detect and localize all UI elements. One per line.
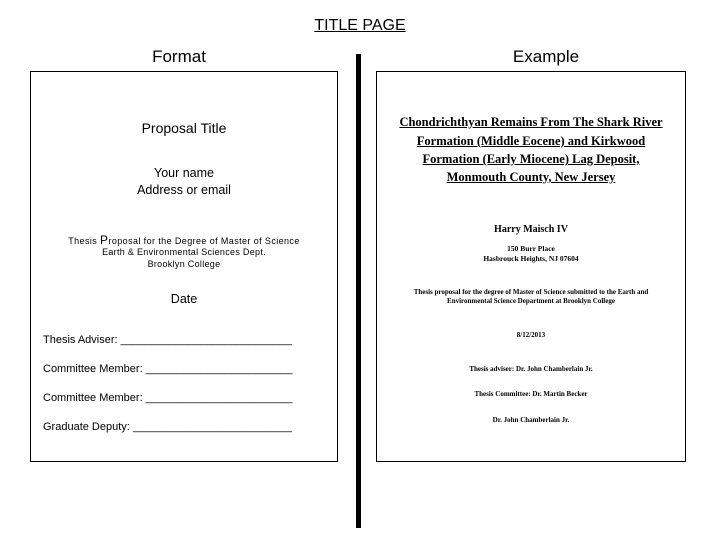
format-proposal-degree — [31, 233, 337, 247]
example-proposal-line-2: Environmental Science Department at Brooklyn College — [447, 297, 615, 305]
example-title-line-1: Chondrichthyan Remains From The Shark River — [399, 115, 663, 129]
example-address-line-1: 150 Burr Place — [507, 244, 555, 253]
signature-line-committee-member-1: Committee Member: ________________________ — [43, 363, 293, 375]
example-thesis-committee: Thesis Committee: Dr. Martin Becker — [474, 390, 588, 398]
example-title-line-3: Formation (Early Miocene) Lag Deposit, — [422, 152, 640, 166]
vertical-divider — [356, 54, 361, 528]
example-panel — [376, 71, 686, 462]
page-title: TITLE PAGE — [314, 17, 406, 34]
signature-line-graduate-deputy: Graduate Deputy: __________________________ — [43, 421, 292, 433]
example-heading: Example — [512, 47, 580, 66]
example-proposal-line-1: Thesis proposal for the degree of Master of Science submitted to the Earth and — [413, 288, 649, 296]
example-address-line-2: Hasbrouck Heights, NJ 07604 — [483, 254, 579, 263]
format-date: Date — [170, 292, 198, 306]
format-college: Brooklyn College — [147, 259, 221, 269]
proposal-rest: roposal for the Degree of Master of Science — [108, 236, 300, 246]
format-address: Address or email — [137, 183, 231, 197]
format-heading: Format — [152, 47, 206, 66]
example-title-line-4: Monmouth County, New Jersey — [446, 170, 616, 184]
example-committee-member: Dr. John Chamberlain Jr. — [492, 416, 570, 424]
example-date: 8/12/2013 — [516, 331, 546, 339]
format-panel — [30, 71, 338, 462]
example-title-line-2: Formation (Middle Eocene) and Kirkwood — [416, 134, 646, 148]
example-thesis-adviser: Thesis adviser: Dr. John Chamberlain Jr. — [469, 365, 593, 373]
format-department: Earth & Environmental Sciences Dept. — [102, 247, 266, 257]
example-author-name: Harry Maisch IV — [494, 224, 568, 235]
proposal-capital-p: P — [100, 233, 109, 247]
signature-line-committee-member-2: Committee Member: ________________________ — [43, 392, 293, 404]
proposal-prefix: Thesis — [68, 236, 101, 246]
format-proposal-title: Proposal Title — [141, 120, 227, 136]
format-your-name: Your name — [154, 166, 214, 180]
signature-line-adviser: Thesis Adviser: ____________________________ — [43, 334, 292, 346]
